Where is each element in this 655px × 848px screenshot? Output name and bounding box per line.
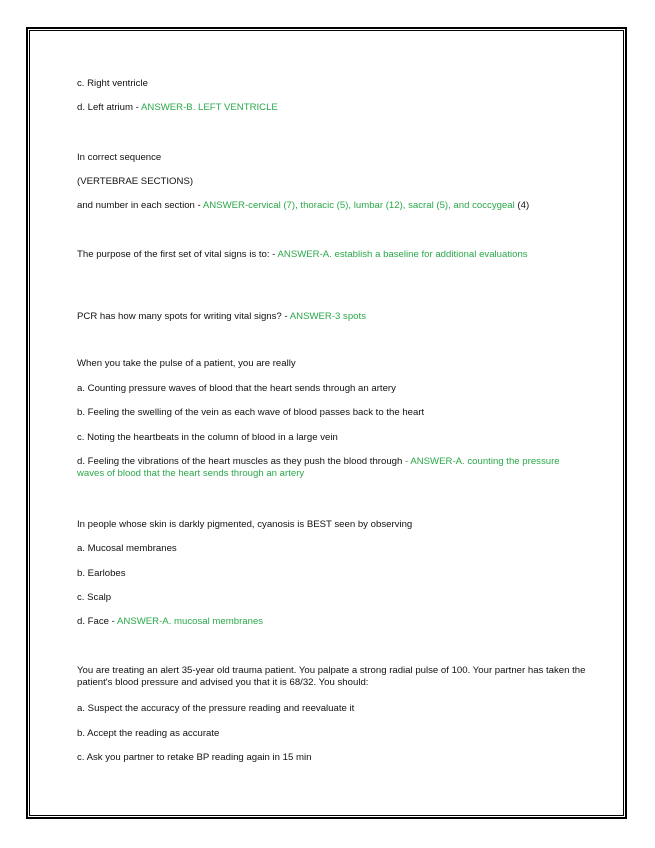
option-c-pulse: c. Noting the heartbeats in the column of blood in a large vein — [77, 432, 338, 443]
question-pulse: When you take the pulse of a patient, you are really — [77, 358, 296, 369]
question-text: PCR has how many spots for writing vital signs? - — [77, 311, 290, 322]
question-vertebrae-line2: (VERTEBRAE SECTIONS) — [77, 176, 194, 187]
answer-text: - ANSWER-A. counting the pressure waves of blood that the heart sends through an artery — [77, 456, 560, 479]
option-d-pulse — [77, 456, 587, 480]
question-text: The purpose of the first set of vital signs is to: - — [77, 249, 278, 260]
option-text: d. Face - — [77, 616, 117, 627]
question-cyanosis: In people whose skin is darkly pigmented, cyanosis is BEST seen by observing — [77, 519, 413, 530]
question-pcr-spots — [77, 311, 587, 323]
option-c-trauma: c. Ask you partner to retake BP reading again in 15 min — [77, 752, 312, 763]
question-trauma-patient: You are treating an alert 35-year old trauma patient. You palpate a strong radial pulse of 100. Your partner has taken the patient's blood pressure and advised you that it is 68/32. You should: — [77, 665, 586, 688]
option-b-cyanosis: b. Earlobes — [77, 568, 126, 579]
answer-text: ANSWER-3 spots — [289, 311, 366, 322]
option-a-cyanosis: a. Mucosal membranes — [77, 543, 177, 554]
option-b-pulse: b. Feeling the swelling of the vein as each wave of blood passes back to the heart — [77, 407, 425, 418]
option-a-trauma: a. Suspect the accuracy of the pressure reading and reevaluate it — [77, 703, 355, 714]
option-c-cyanosis: c. Scalp — [77, 592, 112, 603]
option-a-pulse: a. Counting pressure waves of blood that the heart sends through an artery — [77, 383, 396, 394]
option-text: d. Feeling the vibrations of the heart muscles as they push the blood through — [77, 456, 405, 467]
answer-text: ANSWER-A. mucosal membranes — [117, 616, 264, 627]
answer-text: ANSWER-A. establish a baseline for additional evaluations — [277, 249, 528, 260]
option-d-cyanosis — [77, 616, 587, 628]
question-vital-signs-purpose — [77, 249, 587, 261]
answer-text: ANSWER-B. LEFT VENTRICLE — [141, 102, 278, 113]
page-border — [26, 27, 627, 819]
question-vertebrae-line3 — [77, 200, 587, 212]
answer-suffix: (4) — [514, 200, 530, 211]
option-c-right-ventricle: c. Right ventricle — [77, 78, 148, 89]
option-text: d. Left atrium - — [77, 102, 141, 113]
question-vertebrae-line1: In correct sequence — [77, 152, 162, 163]
answer-text: ANSWER-cervical (7), thoracic (5), lumbar (12), sacral (5), and coccygeal — [202, 200, 515, 211]
option-d-left-atrium — [77, 102, 587, 114]
option-b-trauma: b. Accept the reading as accurate — [77, 728, 220, 739]
question-text: and number in each section - — [77, 200, 203, 211]
